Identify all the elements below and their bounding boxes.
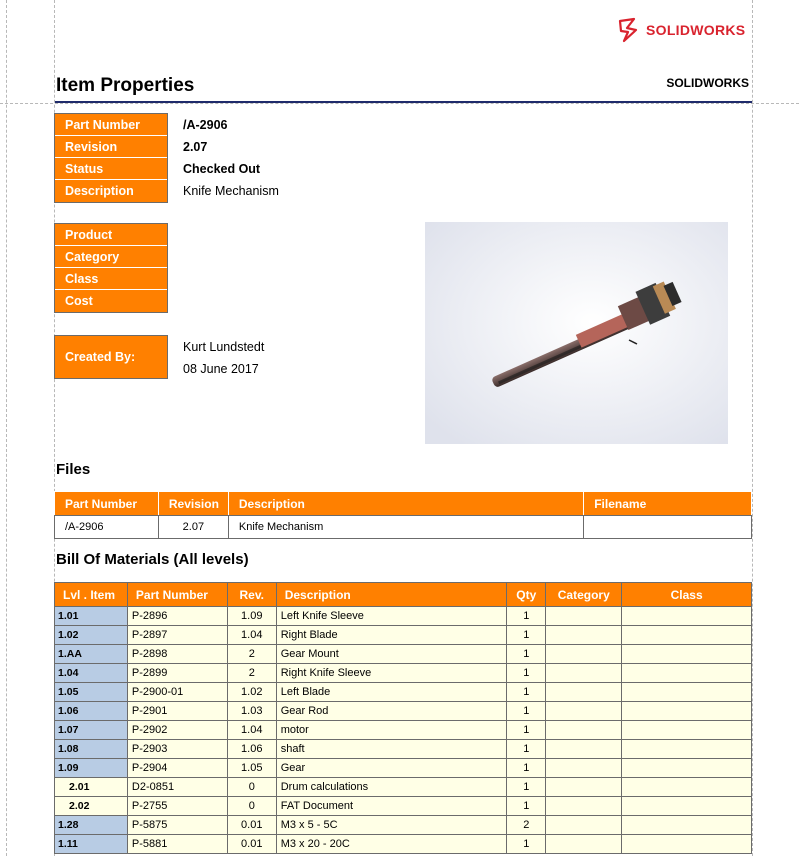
bom-cell-rev: 0.01 xyxy=(227,835,276,854)
bom-cell-qty: 1 xyxy=(507,607,546,626)
bom-cell-part: P-2902 xyxy=(127,721,227,740)
label-created-by: Created By: xyxy=(54,335,168,379)
bom-cell-lvl: 1.06 xyxy=(55,702,128,721)
files-header-part-number: Part Number xyxy=(55,492,159,516)
bom-cell-rev: 1.02 xyxy=(227,683,276,702)
bom-cell-class xyxy=(622,740,752,759)
bom-cell-rev: 2 xyxy=(227,664,276,683)
table-row xyxy=(55,740,752,759)
bom-cell-lvl: 1.09 xyxy=(55,759,128,778)
value-revision: 2.07 xyxy=(183,140,208,154)
bom-cell-class xyxy=(622,816,752,835)
bom-cell-part: P-5875 xyxy=(127,816,227,835)
bom-cell-category xyxy=(546,778,622,797)
bom-cell-class xyxy=(622,683,752,702)
bom-cell-lvl: 1.11 xyxy=(55,835,128,854)
bom-cell-lvl: 1.07 xyxy=(55,721,128,740)
bom-cell-category xyxy=(546,607,622,626)
bom-cell-category xyxy=(546,835,622,854)
value-description: Knife Mechanism xyxy=(183,184,279,198)
bom-cell-part: P-2903 xyxy=(127,740,227,759)
bom-cell-class xyxy=(622,607,752,626)
table-row xyxy=(55,835,752,854)
classification-labels xyxy=(54,223,168,313)
bom-cell-qty: 1 xyxy=(507,759,546,778)
margin-guide-right xyxy=(752,0,753,856)
bom-cell-qty: 1 xyxy=(507,664,546,683)
margin-guide-top xyxy=(0,103,799,104)
table-row xyxy=(55,516,752,539)
bom-header-desc: Description xyxy=(276,583,507,607)
value-created-name: Kurt Lundstedt xyxy=(183,340,265,354)
bom-cell-lvl: 1.05 xyxy=(55,683,128,702)
bom-cell-desc: Gear Mount xyxy=(276,645,507,664)
bom-cell-lvl: 1.04 xyxy=(55,664,128,683)
bom-cell-part: P-5881 xyxy=(127,835,227,854)
bom-cell-qty: 1 xyxy=(507,835,546,854)
bom-cell-lvl: 1.28 xyxy=(55,816,128,835)
files-cell-file xyxy=(584,516,752,539)
properties-labels xyxy=(54,113,168,203)
bom-cell-class xyxy=(622,778,752,797)
bom-cell-desc: M3 x 5 - 5C xyxy=(276,816,507,835)
bom-cell-rev: 1.09 xyxy=(227,607,276,626)
bom-cell-desc: Drum calculations xyxy=(276,778,507,797)
bom-header-lvl: Lvl . Item xyxy=(55,583,128,607)
bom-cell-part: P-2898 xyxy=(127,645,227,664)
margin-guide-left xyxy=(6,0,7,856)
bom-cell-class xyxy=(622,835,752,854)
bom-cell-class xyxy=(622,626,752,645)
bom-cell-rev: 1.04 xyxy=(227,721,276,740)
files-header-revision: Revision xyxy=(158,492,228,516)
value-status: Checked Out xyxy=(183,162,261,176)
table-row xyxy=(55,702,752,721)
bom-cell-category xyxy=(546,759,622,778)
files-table xyxy=(54,491,752,539)
bom-cell-category xyxy=(546,702,622,721)
bom-cell-category xyxy=(546,797,622,816)
files-header-filename: Filename xyxy=(584,492,752,516)
table-row xyxy=(55,645,752,664)
bom-header-rev: Rev. xyxy=(227,583,276,607)
bom-cell-qty: 1 xyxy=(507,683,546,702)
bom-cell-desc: Right Blade xyxy=(276,626,507,645)
bom-cell-part: P-2755 xyxy=(127,797,227,816)
bom-cell-category xyxy=(546,816,622,835)
bom-cell-desc: Gear xyxy=(276,759,507,778)
bom-cell-class xyxy=(622,797,752,816)
bom-header-part: Part Number xyxy=(127,583,227,607)
label-class: Class xyxy=(55,268,167,290)
bom-cell-category xyxy=(546,740,622,759)
bom-cell-rev: 1.04 xyxy=(227,626,276,645)
bom-cell-part: P-2904 xyxy=(127,759,227,778)
bom-cell-category xyxy=(546,683,622,702)
files-cell-part: /A-2906 xyxy=(55,516,159,539)
bom-cell-lvl: 2.02 xyxy=(55,797,128,816)
table-row xyxy=(55,778,752,797)
logo-wordmark: SOLIDWORKS xyxy=(646,22,746,38)
bom-cell-part: P-2901 xyxy=(127,702,227,721)
table-row xyxy=(55,797,752,816)
bom-cell-part: P-2899 xyxy=(127,664,227,683)
brand-label: SOLIDWORKS xyxy=(666,76,749,90)
label-product: Product xyxy=(55,224,167,246)
bom-cell-rev: 1.05 xyxy=(227,759,276,778)
bom-cell-desc: motor xyxy=(276,721,507,740)
bom-cell-class xyxy=(622,664,752,683)
label-description: Description xyxy=(55,180,167,202)
files-title: Files xyxy=(56,461,91,478)
table-row xyxy=(55,626,752,645)
bom-cell-lvl: 1.02 xyxy=(55,626,128,645)
page-title: Item Properties xyxy=(56,75,195,96)
value-part-number: /A-2906 xyxy=(183,118,228,132)
label-cost: Cost xyxy=(55,290,167,312)
bom-cell-desc: shaft xyxy=(276,740,507,759)
table-row xyxy=(55,721,752,740)
bom-cell-category xyxy=(546,645,622,664)
bom-cell-qty: 1 xyxy=(507,645,546,664)
solidworks-logo xyxy=(616,14,745,46)
bom-cell-lvl: 1.AA xyxy=(55,645,128,664)
label-status: Status xyxy=(55,158,167,180)
files-header-description: Description xyxy=(228,492,583,516)
bom-cell-category xyxy=(546,721,622,740)
bom-cell-rev: 1.06 xyxy=(227,740,276,759)
bom-cell-desc: Gear Rod xyxy=(276,702,507,721)
ds-logo-icon xyxy=(616,16,644,44)
bom-table xyxy=(54,582,752,854)
label-category: Category xyxy=(55,246,167,268)
bom-cell-part: P-2896 xyxy=(127,607,227,626)
bom-cell-desc: Right Knife Sleeve xyxy=(276,664,507,683)
bom-cell-rev: 1.03 xyxy=(227,702,276,721)
bom-cell-desc: FAT Document xyxy=(276,797,507,816)
bom-cell-qty: 1 xyxy=(507,797,546,816)
assembly-render-image xyxy=(425,222,728,444)
bom-cell-qty: 1 xyxy=(507,702,546,721)
bom-header-category: Category xyxy=(546,583,622,607)
table-row xyxy=(55,664,752,683)
table-row xyxy=(55,607,752,626)
bom-cell-qty: 1 xyxy=(507,721,546,740)
files-cell-rev: 2.07 xyxy=(158,516,228,539)
bom-cell-category xyxy=(546,626,622,645)
bom-header-qty: Qty xyxy=(507,583,546,607)
files-cell-desc: Knife Mechanism xyxy=(228,516,583,539)
title-rule xyxy=(55,101,752,103)
bom-cell-rev: 0 xyxy=(227,797,276,816)
bom-cell-qty: 1 xyxy=(507,740,546,759)
bom-title: Bill Of Materials (All levels) xyxy=(56,551,249,568)
bom-cell-rev: 0.01 xyxy=(227,816,276,835)
bom-cell-class xyxy=(622,645,752,664)
bom-cell-qty: 2 xyxy=(507,816,546,835)
bom-cell-desc: M3 x 20 - 20C xyxy=(276,835,507,854)
label-part-number: Part Number xyxy=(55,114,167,136)
bom-cell-rev: 0 xyxy=(227,778,276,797)
table-row xyxy=(55,683,752,702)
bom-cell-category xyxy=(546,664,622,683)
bom-header-class: Class xyxy=(622,583,752,607)
bom-cell-part: P-2897 xyxy=(127,626,227,645)
bom-cell-class xyxy=(622,759,752,778)
bom-cell-qty: 1 xyxy=(507,778,546,797)
bom-cell-lvl: 1.01 xyxy=(55,607,128,626)
bom-cell-lvl: 2.01 xyxy=(55,778,128,797)
bom-cell-part: D2-0851 xyxy=(127,778,227,797)
label-revision: Revision xyxy=(55,136,167,158)
bom-cell-class xyxy=(622,721,752,740)
value-created-date: 08 June 2017 xyxy=(183,362,259,376)
bom-cell-qty: 1 xyxy=(507,626,546,645)
table-row xyxy=(55,816,752,835)
bom-cell-lvl: 1.08 xyxy=(55,740,128,759)
table-row xyxy=(55,759,752,778)
bom-cell-desc: Left Knife Sleeve xyxy=(276,607,507,626)
bom-cell-rev: 2 xyxy=(227,645,276,664)
bom-cell-class xyxy=(622,702,752,721)
bom-cell-desc: Left Blade xyxy=(276,683,507,702)
bom-cell-part: P-2900-01 xyxy=(127,683,227,702)
